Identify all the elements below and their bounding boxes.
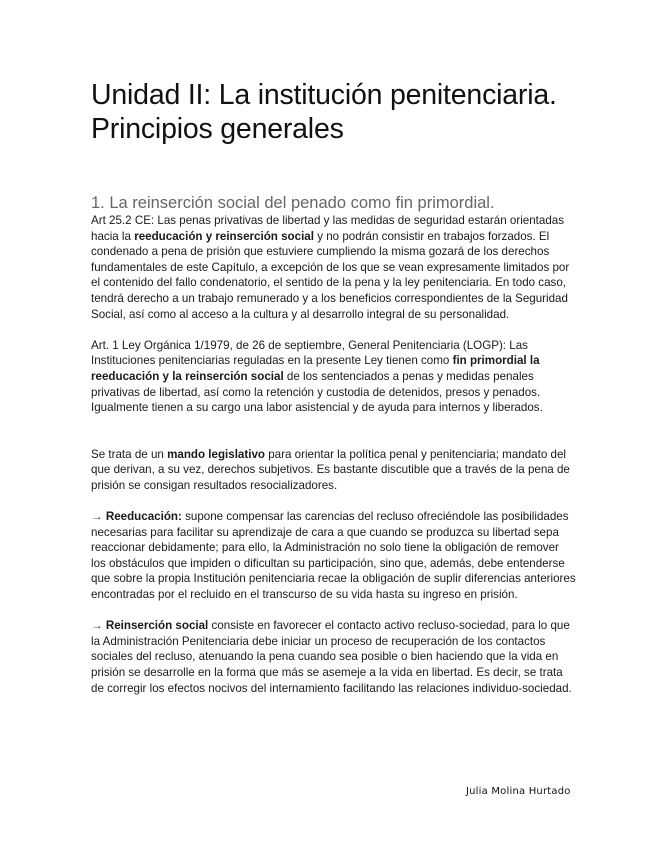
bold-term: fin primordial la reeducación y la reinserción social: [91, 354, 540, 383]
section-heading: 1. La reinserción social del penado como fin primordial.: [91, 194, 495, 212]
paragraph-text: consiste en favorecer el contacto activo recluso-sociedad, para lo que la Administración Penitenciaria debe iniciar un proceso de recuperación de los contactos sociales del recluso, atenuando la pena cuando sea posible o bien haciendo que la vida en prisión se desarrolle en la forma que más se asemeje a la vida en libertad. Es decir, se trata de corregir los efectos nocivos del internamiento facilitando las relaciones individuo-sociedad.: [91, 619, 572, 695]
bold-term: Reeducación:: [105, 510, 182, 524]
paragraph-text: Art 25.2 CE: Las penas privativas de libertad y las medidas de seguridad estarán orientadas hacia la: [91, 214, 565, 243]
paragraph-text: y no podrán consistir en trabajos forzados. El condenado a pena de prisión que estuviere cumpliendo la misma gozará de los derechos fundamentales de este Capítulo, a excepción de los que se vean expresamente limitados por el contenido del fallo condenatorio, el sentido de la pena y la ley penitenciaria. En todo caso, tendrá derecho a un trabajo remunerado y a los beneficios correspondientes de la Seguridad Social, así como al acceso a la cultura y al desarrollo integral de su personalidad.: [91, 229, 570, 321]
arrow-icon: →: [91, 510, 103, 524]
paragraph-reinsercion: [91, 618, 576, 696]
paragraph-text: de los sentenciados a penas y medidas penales privativas de libertad, así como la retención y custodia de detenidos, presos y penados. Igualmente tienen a su cargo una labor asistencial y de ayuda para internos y liberados.: [91, 369, 543, 415]
paragraph-text: para orientar la política penal y penitenciaria; mandato del que derivan, a su vez, derechos subjetivos. Es bastante discutible que a través de la pena de prisión se consigan resultados resocializadores.: [91, 447, 570, 492]
paragraph-text: Art. 1 Ley Orgánica 1/1979, de 26 de septiembre, General Penitenciaria (LOGP): Las Instituciones penitenciarias reguladas en la presente Ley tienen como: [91, 338, 528, 368]
paragraph-art-25-ce: [91, 213, 576, 322]
bold-term: reeducación y reinserción social: [134, 229, 314, 243]
arrow-icon: →: [91, 619, 103, 633]
document-page: [91, 78, 576, 696]
paragraph-logp: [91, 338, 576, 416]
paragraph-reeducacion: [91, 509, 576, 603]
bold-term: Reinserción social: [105, 619, 209, 633]
paragraph-text: Se trata de un: [91, 447, 168, 461]
page-title: Unidad II: La institución penitenciaria. Principios generales: [91, 79, 557, 145]
footer-author: Julia Molina Hurtado: [466, 786, 571, 797]
bold-term: mando legislativo: [167, 447, 265, 461]
paragraph-text: supone compensar las carencias del recluso ofreciéndole las posibilidades necesarias para facilitar su aprendizaje de cara a que cuando se produzca su libertad sepa reaccionar debidamente; para ello, la Administración no solo tiene la obligación de remover los obstáculos que impiden o dificultan su participación, sino que, además, debe entenderse que sobre la propia Institución penitenciaria recae la obligación de suplir diferencias anteriores encontradas por el recluido en el transcurso de su vida hasta su ingreso en prisión.: [91, 510, 576, 602]
paragraph-mando-legislativo: [91, 447, 576, 494]
